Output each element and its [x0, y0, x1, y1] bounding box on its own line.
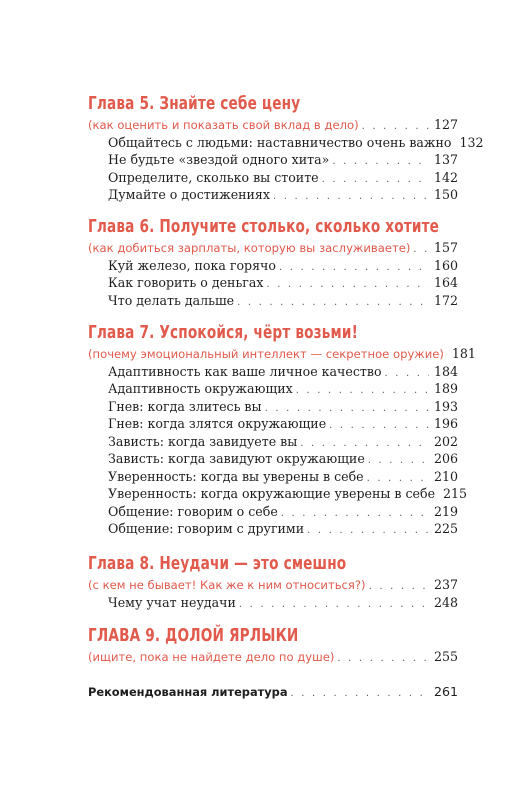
- entry-label: Как говорить о деньгах: [108, 275, 264, 290]
- page-number: 184: [433, 363, 458, 379]
- page-number: 196: [433, 416, 458, 431]
- page-number: 142: [433, 169, 458, 185]
- page-number: 210: [433, 468, 458, 484]
- entry-label: Зависть: когда завидуете вы: [108, 433, 298, 449]
- page-number: 237: [433, 577, 458, 592]
- page-number: 225: [433, 521, 458, 536]
- toc-entry[interactable]: [88, 169, 458, 187]
- chapter-subtitle: (как добиться зарплаты, которую вы заслуживаете): [88, 241, 411, 255]
- page-number: 189: [433, 381, 458, 396]
- entry-label: Куй железо, пока горячо: [108, 257, 276, 273]
- page-number: 172: [433, 292, 458, 308]
- toc-entry[interactable]: [88, 257, 458, 275]
- entry-label: Зависть: когда завидуют окружающие: [108, 451, 365, 466]
- chapter-title: ГЛАВА 9. ДОЛОЙ ЯРЛЫКИ: [88, 626, 299, 646]
- toc-entry[interactable]: [88, 415, 458, 433]
- page-number: 160: [433, 257, 458, 273]
- entry-label: Определите, сколько вы стоите: [108, 169, 319, 185]
- toc-entry[interactable]: [88, 134, 484, 152]
- toc-entry[interactable]: [88, 398, 458, 416]
- page-number: 157: [433, 240, 458, 255]
- entry-label: Что делать дальше: [108, 292, 235, 308]
- entry-label: Гнев: когда злятся окружающие: [108, 416, 327, 431]
- chapter-subtitle: (с кем не бывает! Как же к ним относиться?): [88, 578, 366, 592]
- dot-leader: [279, 259, 429, 277]
- chapter-5: [88, 92, 484, 204]
- page-number: 248: [433, 594, 458, 610]
- chapter-title: Глава 5. Знайте себе цену: [88, 94, 301, 114]
- page-number: 127: [433, 117, 458, 132]
- toc-entry[interactable]: [88, 520, 458, 538]
- chapter-subtitle-row[interactable]: [88, 116, 458, 134]
- chapter-7: [88, 321, 476, 538]
- entry-label: Не будьте «звездой одного хита»: [108, 152, 330, 167]
- chapter-title: Глава 8. Неудачи — это смешно: [88, 554, 347, 574]
- dot-leader: [239, 596, 429, 614]
- chapter-title: Глава 7. Успокойся, чёрт возьми!: [88, 323, 358, 343]
- toc-entry[interactable]: [88, 503, 458, 521]
- chapter-title: Глава 6. Получите столько, сколько хотите: [88, 217, 440, 237]
- dot-leader: [267, 276, 429, 294]
- dot-leader: [273, 188, 429, 206]
- toc-entry[interactable]: [88, 274, 458, 292]
- page-number: 202: [433, 433, 458, 449]
- entry-label: Уверенность: когда окружающие уверены в себе: [108, 486, 436, 501]
- page-number: 164: [433, 275, 458, 290]
- entry-label: Общение: говорим о себе: [108, 503, 278, 519]
- dot-leader: [385, 365, 429, 383]
- chapter-9: [88, 624, 458, 666]
- page-number: 181: [451, 346, 476, 361]
- toc-entry[interactable]: [88, 292, 458, 310]
- entry-label: Адаптивность окружающих: [108, 381, 293, 396]
- references-label: Рекомендованная литература: [88, 685, 288, 699]
- page-number: 137: [433, 152, 458, 167]
- dot-leader: [369, 578, 429, 596]
- chapter-subtitle-row[interactable]: [88, 648, 458, 666]
- references-section: [88, 683, 458, 701]
- chapter-subtitle: (ищите, пока не найдете дело по душе): [88, 650, 335, 664]
- entry-label: Чему учат неудачи: [108, 594, 236, 610]
- dot-leader: [329, 417, 429, 435]
- entry-label: Общение: говорим с другими: [108, 521, 305, 536]
- page-number: 132: [459, 134, 484, 150]
- entry-label: Общайтесь с людьми: наставничество очень важно: [108, 134, 452, 150]
- references-entry[interactable]: [88, 683, 458, 701]
- dot-leader: [368, 452, 429, 470]
- entry-label: Думайте о достижениях: [108, 187, 270, 202]
- toc-entry[interactable]: [88, 151, 458, 169]
- toc-entry[interactable]: [88, 468, 458, 486]
- chapter-subtitle-row[interactable]: [88, 345, 476, 363]
- page-number: 219: [433, 503, 458, 519]
- toc-entry[interactable]: [88, 380, 458, 398]
- dot-leader: [291, 685, 429, 703]
- toc-entry[interactable]: [88, 363, 458, 381]
- entry-label: Адаптивность как ваше личное качество: [108, 363, 382, 379]
- dot-leader: [307, 522, 429, 540]
- page-number: 193: [433, 398, 458, 414]
- dot-leader: [332, 153, 429, 171]
- chapter-subtitle: (как оценить и показать свой вклад в дело): [88, 118, 359, 132]
- chapter-subtitle: (почему эмоциональный интеллект — секретное оружие): [88, 347, 444, 361]
- entry-label: Уверенность: когда вы уверены в себе: [108, 468, 364, 484]
- page-number: 255: [433, 649, 458, 664]
- toc-entry[interactable]: [88, 594, 458, 612]
- page-number: 206: [433, 451, 458, 466]
- toc-entry[interactable]: [88, 186, 458, 204]
- toc-entry[interactable]: [88, 450, 458, 468]
- page-number: 150: [433, 187, 458, 202]
- toc-entry[interactable]: [88, 485, 468, 503]
- dot-leader: [337, 650, 429, 668]
- chapter-subtitle-row[interactable]: [88, 239, 458, 257]
- chapter-6: [88, 215, 458, 309]
- dot-leader: [322, 171, 429, 189]
- chapter-8: [88, 552, 458, 611]
- dot-leader: [237, 294, 429, 312]
- entry-label: Гнев: когда злитесь вы: [108, 398, 262, 414]
- page-number: 215: [443, 486, 468, 501]
- dot-leader: [296, 382, 429, 400]
- page-number: 261: [433, 684, 458, 699]
- dot-leader: [413, 241, 429, 259]
- chapter-subtitle-row[interactable]: [88, 576, 458, 594]
- toc-entry[interactable]: [88, 433, 458, 451]
